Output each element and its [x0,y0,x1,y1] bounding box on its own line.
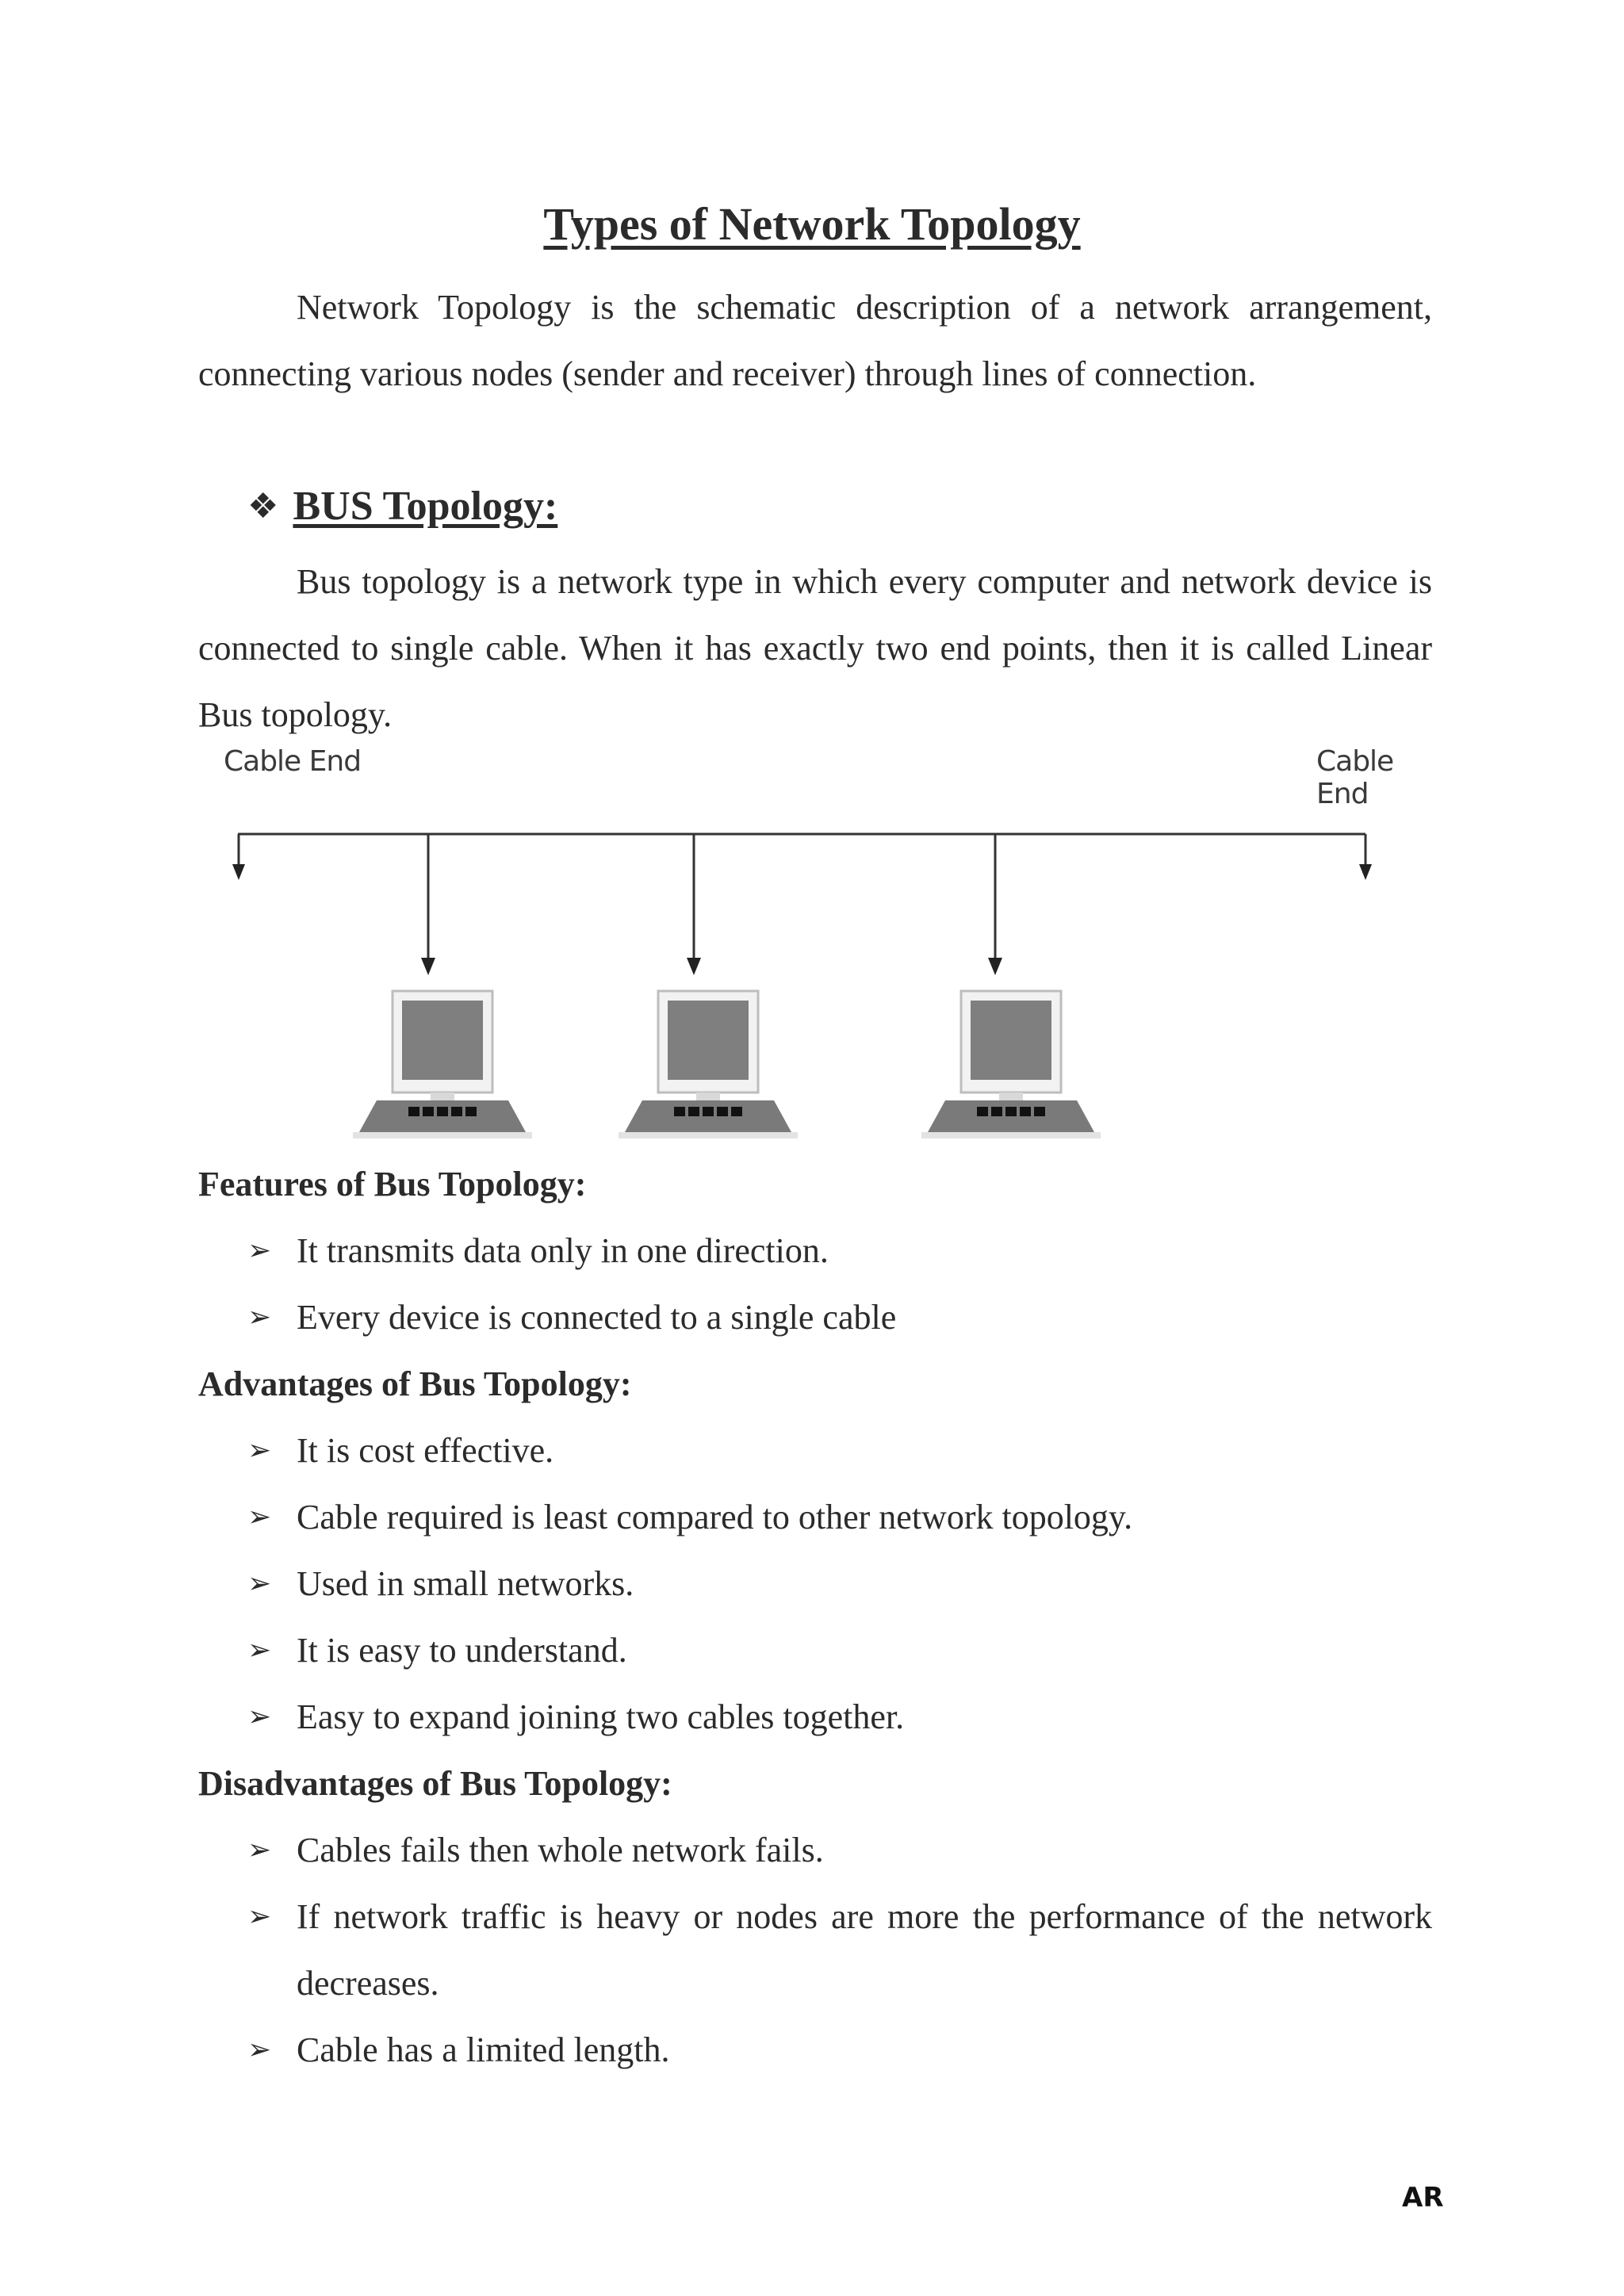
author-initials: AR [1402,2182,1444,2214]
list-item: ➢ Cables fails then whole network fails. [247,1817,1432,1884]
arrow-bullet-icon: ➢ [247,1434,272,1467]
drop-arrow-2-icon [687,958,701,975]
drop-arrow-1-icon [421,958,435,975]
cable-end-label-left: Cable End [224,745,362,778]
list-item: ➢ It transmits data only in one direction. [247,1218,1432,1284]
list-item: ➢ Cable required is least compared to other network topology. [247,1484,1432,1551]
page-title: Types of Network Topology [543,198,1081,250]
bus-description-paragraph: Bus topology is a network type in which every computer and network device is connected to single cable. When it has exactly two end points, then it is called Linear Bus topology. [198,562,1432,734]
disadvantages-heading: Disadvantages of Bus Topology: [198,1764,672,1803]
arrow-bullet-icon: ➢ [247,1834,272,1866]
bus-diagram-graphic [214,745,1451,1150]
computer-3-icon [921,991,1101,1138]
list-item: ➢ Used in small networks. [247,1551,1432,1617]
intro-paragraph: Network Topology is the schematic description of a network arrangement, connecting various nodes (sender and receiver) through lines of connection. [198,288,1432,393]
computer-1-icon [353,991,532,1138]
arrow-bullet-icon: ➢ [247,1900,272,1933]
bus-topology-diagram [214,745,1451,1150]
section-heading-text: BUS Topology: [293,484,558,529]
arrow-bullet-icon: ➢ [247,1301,272,1334]
arrow-bullet-icon: ➢ [247,2034,272,2066]
list-item: ➢ Every device is connected to a single cable [247,1284,1432,1351]
list-item: ➢ It is easy to understand. [247,1617,1432,1684]
list-item: ➢ Cable has a limited length. [247,2017,1432,2084]
cable-end-right-arrow-icon [1359,864,1372,880]
cable-end-left-arrow-icon [232,864,245,880]
diamond-bullet-icon: ❖ [247,486,279,526]
list-item: ➢ Easy to expand joining two cables together. [247,1684,1432,1751]
drop-arrow-3-icon [988,958,1002,975]
arrow-bullet-icon: ➢ [247,1501,272,1533]
list-item: ➢ It is cost effective. [247,1418,1432,1484]
arrow-bullet-icon: ➢ [247,1701,272,1733]
arrow-bullet-icon: ➢ [247,1634,272,1667]
list-item: ➢ If network traffic is heavy or nodes are more the performance of the network decreases. [247,1884,1432,2017]
arrow-bullet-icon: ➢ [247,1567,272,1600]
features-heading: Features of Bus Topology: [198,1165,587,1203]
bus-topology-heading [247,479,557,534]
computer-2-icon [619,991,798,1138]
advantages-heading: Advantages of Bus Topology: [198,1364,632,1403]
arrow-bullet-icon: ➢ [247,1234,272,1267]
cable-end-label-right: Cable End [1316,745,1394,810]
